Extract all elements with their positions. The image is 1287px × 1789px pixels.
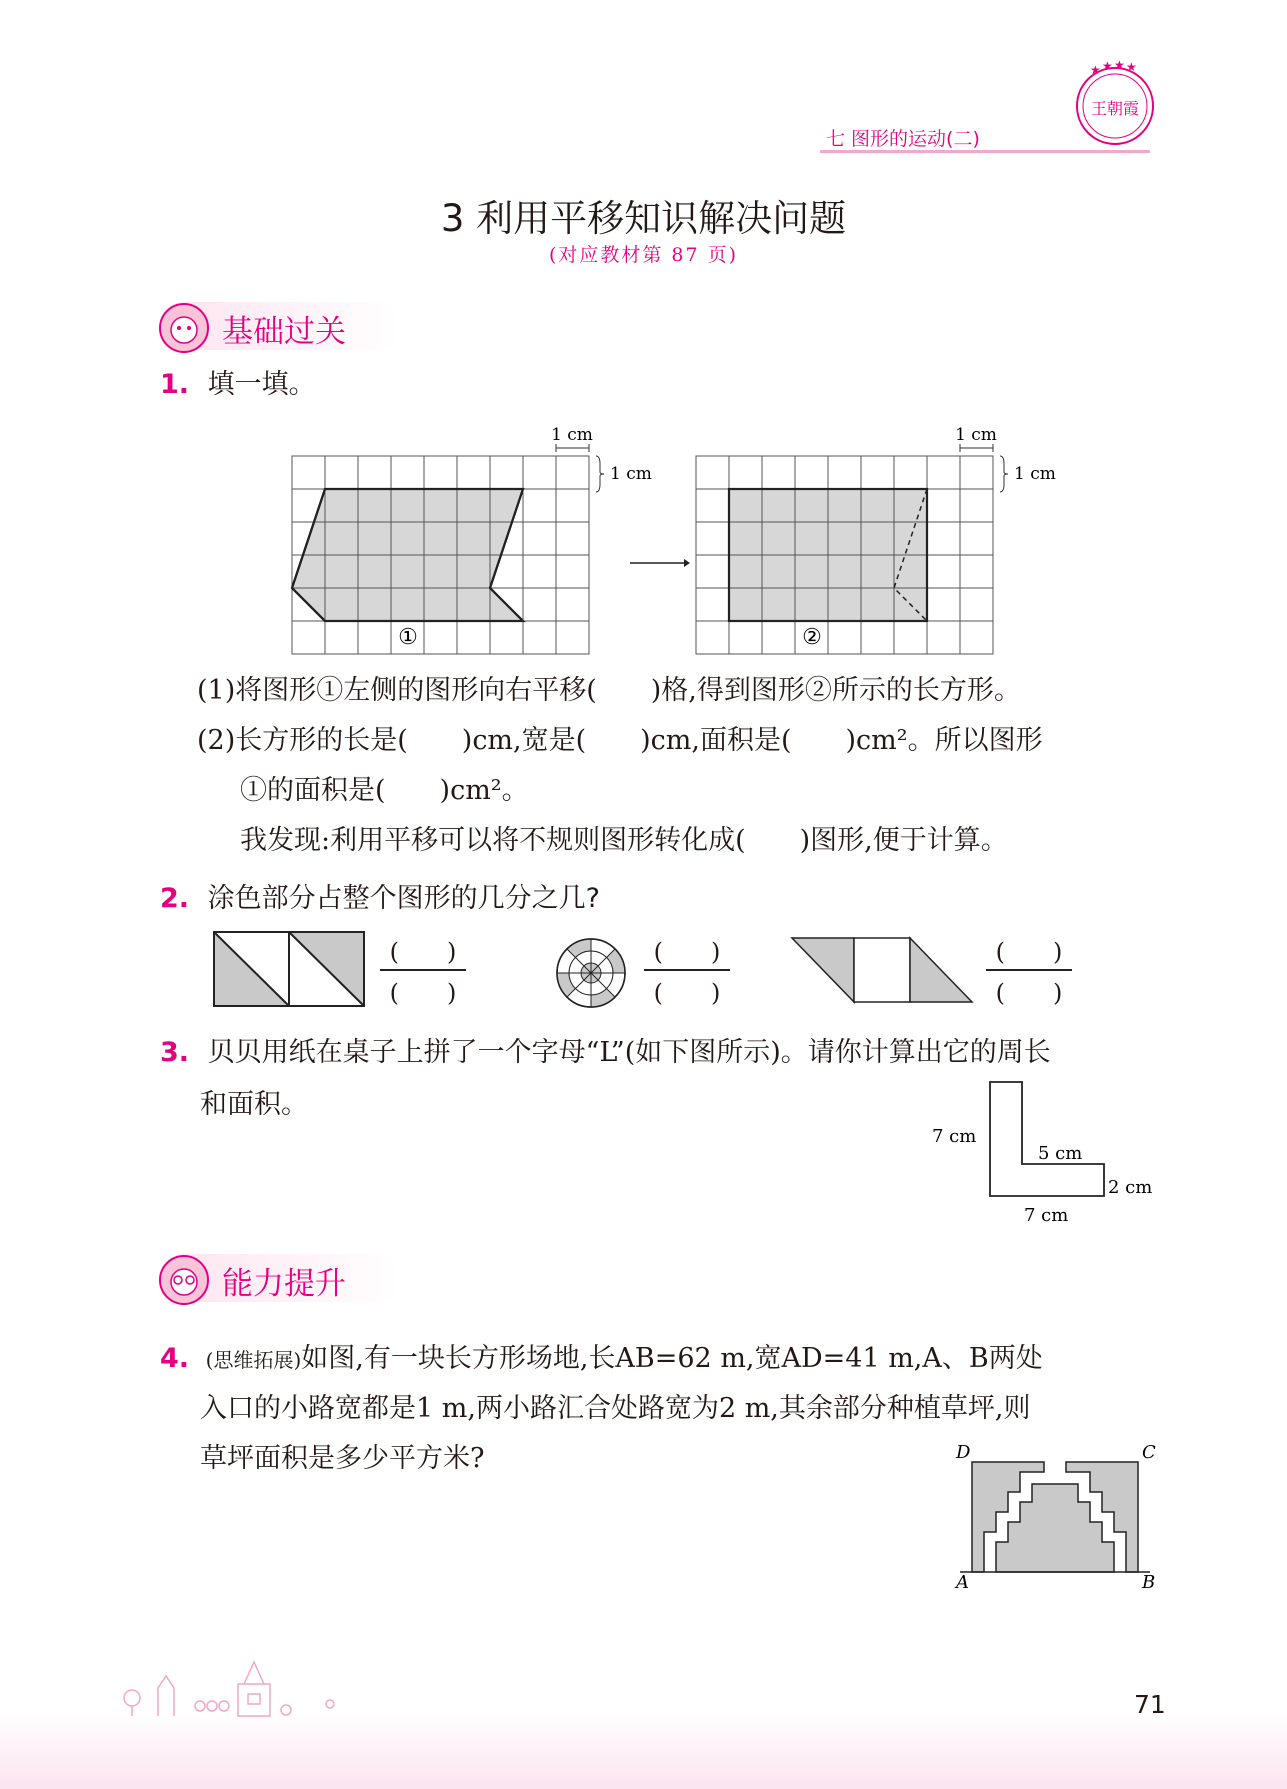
q1-unit-height-1: 1 cm xyxy=(610,464,652,484)
q2-figure-squares xyxy=(212,930,372,1010)
q4-line-a xyxy=(160,1340,1043,1379)
q3-dim-left: 7 cm xyxy=(932,1126,977,1147)
page-number: 71 xyxy=(1134,1690,1166,1719)
svg-text:★: ★ xyxy=(1126,60,1137,74)
q2-numerator-2: ( ) xyxy=(653,938,721,966)
publisher-logo xyxy=(1070,58,1160,148)
q2-fraction-1 xyxy=(380,932,466,1008)
fraction-bar xyxy=(644,969,730,971)
q2-denominator-3: ( ) xyxy=(995,979,1063,1007)
q3-text-a: 贝贝用纸在桌子上拼了一个字母“L”(如下图所示)。请你计算出它的周长 xyxy=(207,1037,1051,1068)
q1-unit-width-1: 1 cm xyxy=(551,425,593,445)
logo-text: 王朝霞 xyxy=(1090,99,1140,118)
q1-heading xyxy=(160,366,316,404)
q2-number: 2. xyxy=(160,883,190,914)
q2-figure-rings xyxy=(554,936,628,1010)
q4-field-diagram xyxy=(950,1440,1160,1592)
q3-number: 3. xyxy=(160,1037,190,1068)
q2-heading xyxy=(160,880,600,918)
q3-dim-right: 2 cm xyxy=(1108,1177,1153,1198)
q4-tag: (思维拓展) xyxy=(205,1348,302,1372)
chapter-header: 七 图形的运动(二) xyxy=(826,128,980,150)
q2-text: 涂色部分占整个图形的几分之几? xyxy=(207,883,600,914)
q1-part-2a: (2)长方形的长是( )cm,宽是( )cm,面积是( )cm²。所以图形 xyxy=(197,725,1043,756)
q2-figure-parallelogram xyxy=(790,936,974,1006)
q1-figure-2 xyxy=(674,420,1056,670)
girl-mascot-icon xyxy=(156,300,212,356)
q4-label-a: A xyxy=(956,1572,969,1593)
header-underline xyxy=(820,150,1150,153)
q1-fig2-label: ② xyxy=(802,625,822,650)
q1-unit-height-2: 1 cm xyxy=(1014,464,1056,484)
q2-fraction-2 xyxy=(644,932,730,1008)
q3-heading xyxy=(160,1034,1051,1072)
q1-text: 填一填。 xyxy=(207,369,316,400)
q2-numerator-1: ( ) xyxy=(389,938,457,966)
page-subtitle: (对应教材第 87 页) xyxy=(548,244,739,266)
castle-decoration-icon xyxy=(118,1648,358,1718)
q4-number: 4. xyxy=(160,1343,190,1374)
svg-text:★: ★ xyxy=(1102,59,1113,73)
q1-fig1-label: ① xyxy=(398,625,418,650)
q1-figure-1-gridlines xyxy=(270,420,620,670)
q4-label-b: B xyxy=(1142,1572,1156,1593)
q2-denominator-2: ( ) xyxy=(653,979,721,1007)
section-title-advanced: 能力提升 xyxy=(222,1266,346,1302)
q1-unit-width-2: 1 cm xyxy=(955,425,997,445)
fraction-bar xyxy=(986,969,1072,971)
q3-text-b: 和面积。 xyxy=(200,1089,308,1120)
q1-part-1: (1)将图形①左侧的图形向右平移( )格,得到图形②所示的长方形。 xyxy=(197,675,1021,706)
svg-text:★: ★ xyxy=(1090,63,1101,77)
q4-text-c: 草坪面积是多少平方米? xyxy=(200,1443,485,1474)
page-title: 3 利用平移知识解决问题 xyxy=(440,197,847,240)
q1-part-2b: ①的面积是( )cm²。 xyxy=(240,775,529,806)
section-title-basic: 基础过关 xyxy=(222,314,346,350)
q2-denominator-1: ( ) xyxy=(389,979,457,1007)
q2-numerator-3: ( ) xyxy=(995,938,1063,966)
q4-label-c: C xyxy=(1142,1442,1156,1463)
q4-text-b: 入口的小路宽都是1 m,两小路汇合处路宽为2 m,其余部分种植草坪,则 xyxy=(200,1393,1031,1424)
footer-band xyxy=(0,1712,1287,1789)
q3-dim-bottom: 7 cm xyxy=(1024,1205,1069,1226)
q4-text-a: 如图,有一块长方形场地,长AB=62 m,宽AD=41 m,A、B两处 xyxy=(301,1343,1043,1374)
boy-mascot-icon xyxy=(156,1252,212,1308)
q3-dim-inner: 5 cm xyxy=(1038,1143,1083,1164)
fraction-bar xyxy=(380,969,466,971)
q4-label-d: D xyxy=(956,1442,971,1463)
q2-fraction-3 xyxy=(986,932,1072,1008)
q1-number: 1. xyxy=(160,369,190,400)
svg-text:★: ★ xyxy=(1114,58,1125,72)
q3-l-shape xyxy=(924,1076,1164,1230)
q1-discovery: 我发现:利用平移可以将不规则图形转化成( )图形,便于计算。 xyxy=(240,825,1008,856)
